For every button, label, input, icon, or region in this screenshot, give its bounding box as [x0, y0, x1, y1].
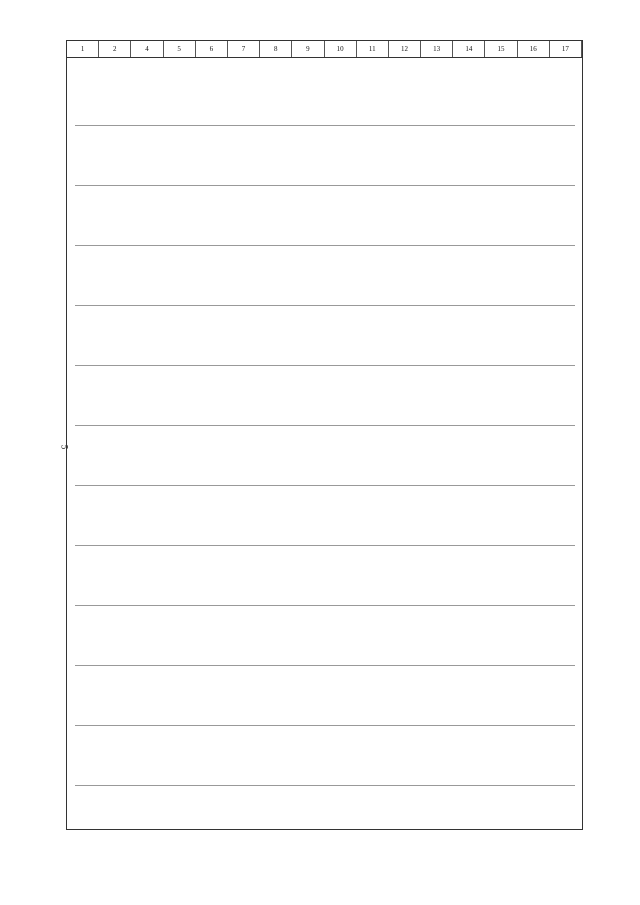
table-body — [75, 65, 575, 825]
row-divider — [75, 545, 575, 546]
row-divider — [75, 185, 575, 186]
column-number: 12 — [389, 41, 421, 57]
column-number: 8 — [260, 41, 292, 57]
column-number: 1 — [67, 41, 99, 57]
column-number: 15 — [485, 41, 517, 57]
column-number: 2 — [99, 41, 131, 57]
column-number: 17 — [550, 41, 582, 57]
column-number: 16 — [518, 41, 550, 57]
row-divider — [75, 365, 575, 366]
row-divider — [75, 485, 575, 486]
row-divider — [75, 305, 575, 306]
column-number: 11 — [357, 41, 389, 57]
page-number: 5 — [59, 444, 70, 450]
row-divider — [75, 605, 575, 606]
column-number: 14 — [453, 41, 485, 57]
column-number: 6 — [196, 41, 228, 57]
column-number: 9 — [292, 41, 324, 57]
row-divider — [75, 725, 575, 726]
column-number: 4 — [131, 41, 163, 57]
column-number-row — [67, 41, 582, 58]
column-number: 10 — [325, 41, 357, 57]
row-divider — [75, 665, 575, 666]
row-divider — [75, 125, 575, 126]
row-divider — [75, 425, 575, 426]
rotated-budget-table — [66, 40, 583, 830]
row-divider — [75, 245, 575, 246]
column-number: 13 — [421, 41, 453, 57]
row-divider — [75, 785, 575, 786]
column-number: 5 — [164, 41, 196, 57]
column-number: 7 — [228, 41, 260, 57]
